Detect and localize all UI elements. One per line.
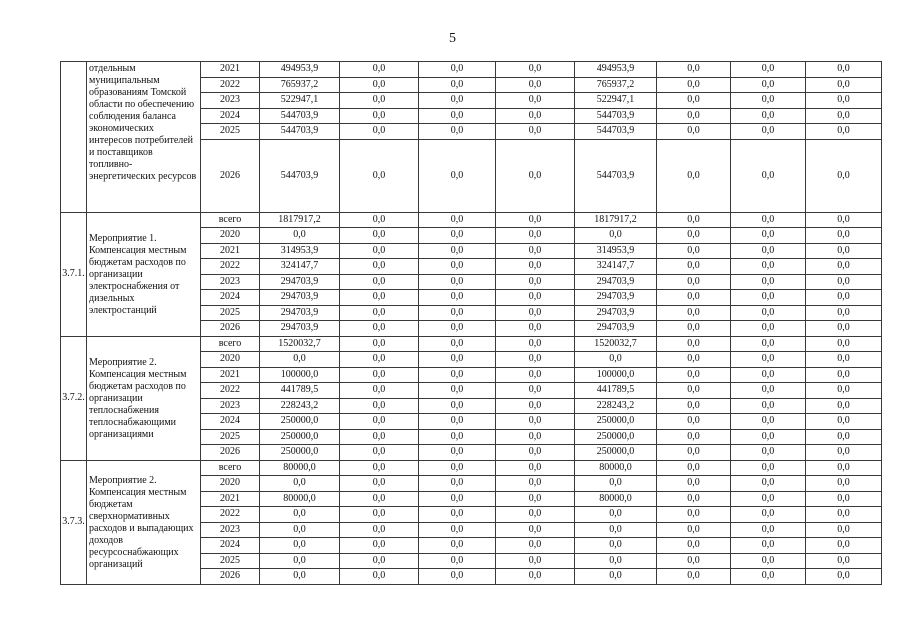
extra1-cell: 0,0: [657, 476, 731, 492]
other-cell: 0,0: [496, 108, 575, 124]
local-cell: 80000,0: [575, 460, 657, 476]
other-cell: 0,0: [496, 305, 575, 321]
extra3-cell: 0,0: [806, 212, 882, 228]
extra3-cell: 0,0: [806, 414, 882, 430]
local-cell: 294703,9: [575, 305, 657, 321]
total-cell: 544703,9: [260, 108, 340, 124]
page-number: 5: [449, 31, 456, 46]
regional-cell: 0,0: [419, 124, 496, 140]
total-cell: 0,0: [260, 553, 340, 569]
extra3-cell: 0,0: [806, 321, 882, 337]
extra2-cell: 0,0: [731, 259, 806, 275]
other-cell: 0,0: [496, 274, 575, 290]
other-cell: 0,0: [496, 62, 575, 78]
extra3-cell: 0,0: [806, 305, 882, 321]
local-cell: 0,0: [575, 507, 657, 523]
extra2-cell: 0,0: [731, 124, 806, 140]
extra1-cell: 0,0: [657, 522, 731, 538]
item-description: отдельным муниципальным образованиям Томской области по обеспечению соблюдения баланса экономических интересов потребителей и поставщиков топливно-энергетических ресурсов: [87, 62, 201, 213]
regional-cell: 0,0: [419, 491, 496, 507]
item-description: Мероприятие 2. Компенсация местным бюджетам сверхнормативных расходов и выпадающих доходов ресурсоснабжающих организаций: [87, 460, 201, 584]
local-cell: 228243,2: [575, 398, 657, 414]
local-cell: 0,0: [575, 522, 657, 538]
other-cell: 0,0: [496, 139, 575, 212]
federal-cell: 0,0: [340, 336, 419, 352]
federal-cell: 0,0: [340, 212, 419, 228]
local-cell: 544703,9: [575, 139, 657, 212]
local-cell: 294703,9: [575, 274, 657, 290]
total-cell: 0,0: [260, 507, 340, 523]
table-row: [61, 336, 882, 352]
regional-cell: 0,0: [419, 212, 496, 228]
local-cell: 294703,9: [575, 290, 657, 306]
regional-cell: 0,0: [419, 383, 496, 399]
extra2-cell: 0,0: [731, 93, 806, 109]
extra1-cell: 0,0: [657, 367, 731, 383]
extra1-cell: 0,0: [657, 259, 731, 275]
regional-cell: 0,0: [419, 290, 496, 306]
other-cell: 0,0: [496, 460, 575, 476]
total-cell: 0,0: [260, 522, 340, 538]
regional-cell: 0,0: [419, 429, 496, 445]
extra2-cell: 0,0: [731, 77, 806, 93]
extra1-cell: 0,0: [657, 77, 731, 93]
other-cell: 0,0: [496, 538, 575, 554]
total-cell: 294703,9: [260, 274, 340, 290]
extra1-cell: 0,0: [657, 62, 731, 78]
federal-cell: 0,0: [340, 108, 419, 124]
extra2-cell: 0,0: [731, 212, 806, 228]
federal-cell: 0,0: [340, 553, 419, 569]
federal-cell: 0,0: [340, 414, 419, 430]
total-cell: 100000,0: [260, 367, 340, 383]
year-cell: всего: [201, 336, 260, 352]
federal-cell: 0,0: [340, 522, 419, 538]
local-cell: 0,0: [575, 352, 657, 368]
other-cell: 0,0: [496, 290, 575, 306]
federal-cell: 0,0: [340, 445, 419, 461]
other-cell: 0,0: [496, 398, 575, 414]
extra1-cell: 0,0: [657, 243, 731, 259]
item-code: 3.7.3.: [61, 460, 87, 584]
other-cell: 0,0: [496, 429, 575, 445]
other-cell: 0,0: [496, 414, 575, 430]
regional-cell: 0,0: [419, 93, 496, 109]
local-cell: 522947,1: [575, 93, 657, 109]
federal-cell: 0,0: [340, 507, 419, 523]
regional-cell: 0,0: [419, 476, 496, 492]
regional-cell: 0,0: [419, 139, 496, 212]
year-cell: 2022: [201, 507, 260, 523]
total-cell: 0,0: [260, 569, 340, 585]
extra2-cell: 0,0: [731, 321, 806, 337]
local-cell: 250000,0: [575, 414, 657, 430]
year-cell: 2022: [201, 383, 260, 399]
federal-cell: 0,0: [340, 398, 419, 414]
other-cell: 0,0: [496, 259, 575, 275]
other-cell: 0,0: [496, 522, 575, 538]
extra2-cell: 0,0: [731, 491, 806, 507]
extra3-cell: 0,0: [806, 398, 882, 414]
extra3-cell: 0,0: [806, 383, 882, 399]
year-cell: 2025: [201, 124, 260, 140]
regional-cell: 0,0: [419, 259, 496, 275]
total-cell: 1520032,7: [260, 336, 340, 352]
extra3-cell: 0,0: [806, 274, 882, 290]
regional-cell: 0,0: [419, 569, 496, 585]
extra1-cell: 0,0: [657, 569, 731, 585]
regional-cell: 0,0: [419, 108, 496, 124]
extra3-cell: 0,0: [806, 367, 882, 383]
extra1-cell: 0,0: [657, 352, 731, 368]
regional-cell: 0,0: [419, 352, 496, 368]
total-cell: 80000,0: [260, 491, 340, 507]
total-cell: 0,0: [260, 538, 340, 554]
extra1-cell: 0,0: [657, 228, 731, 244]
extra3-cell: 0,0: [806, 336, 882, 352]
total-cell: 80000,0: [260, 460, 340, 476]
year-cell: 2025: [201, 429, 260, 445]
total-cell: 294703,9: [260, 290, 340, 306]
regional-cell: 0,0: [419, 243, 496, 259]
year-cell: 2021: [201, 62, 260, 78]
extra3-cell: 0,0: [806, 228, 882, 244]
total-cell: 765937,2: [260, 77, 340, 93]
regional-cell: 0,0: [419, 228, 496, 244]
extra2-cell: 0,0: [731, 305, 806, 321]
year-cell: 2022: [201, 77, 260, 93]
total-cell: 544703,9: [260, 139, 340, 212]
total-cell: 250000,0: [260, 445, 340, 461]
year-cell: 2023: [201, 522, 260, 538]
extra2-cell: 0,0: [731, 429, 806, 445]
year-cell: 2021: [201, 491, 260, 507]
federal-cell: 0,0: [340, 62, 419, 78]
total-cell: 228243,2: [260, 398, 340, 414]
other-cell: 0,0: [496, 383, 575, 399]
extra3-cell: 0,0: [806, 491, 882, 507]
other-cell: 0,0: [496, 569, 575, 585]
extra1-cell: 0,0: [657, 538, 731, 554]
local-cell: 250000,0: [575, 445, 657, 461]
local-cell: 0,0: [575, 553, 657, 569]
federal-cell: 0,0: [340, 321, 419, 337]
extra2-cell: 0,0: [731, 336, 806, 352]
year-cell: 2024: [201, 414, 260, 430]
regional-cell: 0,0: [419, 321, 496, 337]
federal-cell: 0,0: [340, 77, 419, 93]
regional-cell: 0,0: [419, 62, 496, 78]
year-cell: 2025: [201, 553, 260, 569]
extra3-cell: 0,0: [806, 352, 882, 368]
extra1-cell: 0,0: [657, 414, 731, 430]
year-cell: 2020: [201, 476, 260, 492]
year-cell: 2021: [201, 243, 260, 259]
regional-cell: 0,0: [419, 553, 496, 569]
table-body: [61, 62, 882, 585]
regional-cell: 0,0: [419, 367, 496, 383]
year-cell: 2021: [201, 367, 260, 383]
total-cell: 324147,7: [260, 259, 340, 275]
extra1-cell: 0,0: [657, 398, 731, 414]
federal-cell: 0,0: [340, 274, 419, 290]
year-cell: 2020: [201, 352, 260, 368]
budget-table: [60, 61, 882, 585]
year-cell: 2023: [201, 274, 260, 290]
table-row: [61, 62, 882, 78]
other-cell: 0,0: [496, 93, 575, 109]
federal-cell: 0,0: [340, 228, 419, 244]
extra3-cell: 0,0: [806, 93, 882, 109]
item-code: 3.7.2.: [61, 336, 87, 460]
federal-cell: 0,0: [340, 476, 419, 492]
total-cell: 314953,9: [260, 243, 340, 259]
extra3-cell: 0,0: [806, 569, 882, 585]
total-cell: 494953,9: [260, 62, 340, 78]
extra3-cell: 0,0: [806, 507, 882, 523]
year-cell: 2026: [201, 139, 260, 212]
federal-cell: 0,0: [340, 290, 419, 306]
year-cell: всего: [201, 460, 260, 476]
federal-cell: 0,0: [340, 460, 419, 476]
extra2-cell: 0,0: [731, 139, 806, 212]
item-description: Мероприятие 1. Компенсация местным бюджетам расходов по организации электроснабжения от дизельных электростанций: [87, 212, 201, 336]
table-row: [61, 212, 882, 228]
year-cell: 2020: [201, 228, 260, 244]
extra3-cell: 0,0: [806, 476, 882, 492]
total-cell: 0,0: [260, 352, 340, 368]
other-cell: 0,0: [496, 212, 575, 228]
extra1-cell: 0,0: [657, 507, 731, 523]
extra3-cell: 0,0: [806, 522, 882, 538]
total-cell: 544703,9: [260, 124, 340, 140]
extra1-cell: 0,0: [657, 124, 731, 140]
extra2-cell: 0,0: [731, 569, 806, 585]
extra2-cell: 0,0: [731, 290, 806, 306]
federal-cell: 0,0: [340, 429, 419, 445]
local-cell: 314953,9: [575, 243, 657, 259]
year-cell: 2024: [201, 538, 260, 554]
extra3-cell: 0,0: [806, 108, 882, 124]
year-cell: 2026: [201, 321, 260, 337]
regional-cell: 0,0: [419, 77, 496, 93]
local-cell: 324147,7: [575, 259, 657, 275]
local-cell: 1817917,2: [575, 212, 657, 228]
local-cell: 0,0: [575, 228, 657, 244]
other-cell: 0,0: [496, 321, 575, 337]
federal-cell: 0,0: [340, 93, 419, 109]
year-cell: 2022: [201, 259, 260, 275]
regional-cell: 0,0: [419, 336, 496, 352]
total-cell: 1817917,2: [260, 212, 340, 228]
local-cell: 294703,9: [575, 321, 657, 337]
regional-cell: 0,0: [419, 445, 496, 461]
extra1-cell: 0,0: [657, 93, 731, 109]
federal-cell: 0,0: [340, 538, 419, 554]
total-cell: 441789,5: [260, 383, 340, 399]
extra2-cell: 0,0: [731, 243, 806, 259]
other-cell: 0,0: [496, 507, 575, 523]
regional-cell: 0,0: [419, 274, 496, 290]
regional-cell: 0,0: [419, 398, 496, 414]
year-cell: 2023: [201, 398, 260, 414]
total-cell: 0,0: [260, 228, 340, 244]
federal-cell: 0,0: [340, 124, 419, 140]
year-cell: всего: [201, 212, 260, 228]
local-cell: 0,0: [575, 538, 657, 554]
extra2-cell: 0,0: [731, 414, 806, 430]
local-cell: 0,0: [575, 476, 657, 492]
federal-cell: 0,0: [340, 243, 419, 259]
extra3-cell: 0,0: [806, 243, 882, 259]
extra3-cell: 0,0: [806, 124, 882, 140]
other-cell: 0,0: [496, 243, 575, 259]
local-cell: 544703,9: [575, 124, 657, 140]
extra1-cell: 0,0: [657, 274, 731, 290]
extra3-cell: 0,0: [806, 460, 882, 476]
federal-cell: 0,0: [340, 259, 419, 275]
total-cell: 0,0: [260, 476, 340, 492]
regional-cell: 0,0: [419, 460, 496, 476]
federal-cell: 0,0: [340, 305, 419, 321]
extra1-cell: 0,0: [657, 429, 731, 445]
year-cell: 2023: [201, 93, 260, 109]
extra2-cell: 0,0: [731, 274, 806, 290]
federal-cell: 0,0: [340, 491, 419, 507]
extra1-cell: 0,0: [657, 321, 731, 337]
other-cell: 0,0: [496, 352, 575, 368]
item-code: [61, 62, 87, 213]
year-cell: 2025: [201, 305, 260, 321]
extra2-cell: 0,0: [731, 383, 806, 399]
local-cell: 250000,0: [575, 429, 657, 445]
extra3-cell: 0,0: [806, 290, 882, 306]
extra2-cell: 0,0: [731, 507, 806, 523]
total-cell: 294703,9: [260, 305, 340, 321]
item-description: Мероприятие 2. Компенсация местным бюджетам расходов по организации теплоснабжения теплоснабжающими организациями: [87, 336, 201, 460]
other-cell: 0,0: [496, 124, 575, 140]
other-cell: 0,0: [496, 77, 575, 93]
local-cell: 544703,9: [575, 108, 657, 124]
local-cell: 1520032,7: [575, 336, 657, 352]
other-cell: 0,0: [496, 553, 575, 569]
year-cell: 2026: [201, 569, 260, 585]
other-cell: 0,0: [496, 445, 575, 461]
regional-cell: 0,0: [419, 305, 496, 321]
extra3-cell: 0,0: [806, 553, 882, 569]
federal-cell: 0,0: [340, 569, 419, 585]
federal-cell: 0,0: [340, 352, 419, 368]
federal-cell: 0,0: [340, 367, 419, 383]
regional-cell: 0,0: [419, 507, 496, 523]
federal-cell: 0,0: [340, 139, 419, 212]
extra2-cell: 0,0: [731, 367, 806, 383]
local-cell: 80000,0: [575, 491, 657, 507]
extra1-cell: 0,0: [657, 305, 731, 321]
extra2-cell: 0,0: [731, 522, 806, 538]
local-cell: 765937,2: [575, 77, 657, 93]
extra2-cell: 0,0: [731, 476, 806, 492]
extra1-cell: 0,0: [657, 491, 731, 507]
extra1-cell: 0,0: [657, 212, 731, 228]
local-cell: 100000,0: [575, 367, 657, 383]
other-cell: 0,0: [496, 336, 575, 352]
extra3-cell: 0,0: [806, 259, 882, 275]
regional-cell: 0,0: [419, 414, 496, 430]
other-cell: 0,0: [496, 367, 575, 383]
extra2-cell: 0,0: [731, 538, 806, 554]
table-row: [61, 460, 882, 476]
extra1-cell: 0,0: [657, 553, 731, 569]
other-cell: 0,0: [496, 476, 575, 492]
extra3-cell: 0,0: [806, 445, 882, 461]
federal-cell: 0,0: [340, 383, 419, 399]
extra2-cell: 0,0: [731, 445, 806, 461]
other-cell: 0,0: [496, 228, 575, 244]
extra1-cell: 0,0: [657, 460, 731, 476]
total-cell: 294703,9: [260, 321, 340, 337]
extra1-cell: 0,0: [657, 108, 731, 124]
extra3-cell: 0,0: [806, 429, 882, 445]
local-cell: 0,0: [575, 569, 657, 585]
extra1-cell: 0,0: [657, 139, 731, 212]
extra1-cell: 0,0: [657, 383, 731, 399]
total-cell: 250000,0: [260, 414, 340, 430]
local-cell: 441789,5: [575, 383, 657, 399]
extra1-cell: 0,0: [657, 290, 731, 306]
extra3-cell: 0,0: [806, 62, 882, 78]
extra3-cell: 0,0: [806, 139, 882, 212]
extra2-cell: 0,0: [731, 62, 806, 78]
extra2-cell: 0,0: [731, 398, 806, 414]
extra3-cell: 0,0: [806, 538, 882, 554]
regional-cell: 0,0: [419, 522, 496, 538]
year-cell: 2024: [201, 108, 260, 124]
extra3-cell: 0,0: [806, 77, 882, 93]
year-cell: 2026: [201, 445, 260, 461]
regional-cell: 0,0: [419, 538, 496, 554]
year-cell: 2024: [201, 290, 260, 306]
extra2-cell: 0,0: [731, 228, 806, 244]
other-cell: 0,0: [496, 491, 575, 507]
extra2-cell: 0,0: [731, 108, 806, 124]
extra2-cell: 0,0: [731, 553, 806, 569]
item-code: 3.7.1.: [61, 212, 87, 336]
extra2-cell: 0,0: [731, 460, 806, 476]
total-cell: 250000,0: [260, 429, 340, 445]
extra1-cell: 0,0: [657, 336, 731, 352]
extra2-cell: 0,0: [731, 352, 806, 368]
local-cell: 494953,9: [575, 62, 657, 78]
extra1-cell: 0,0: [657, 445, 731, 461]
total-cell: 522947,1: [260, 93, 340, 109]
